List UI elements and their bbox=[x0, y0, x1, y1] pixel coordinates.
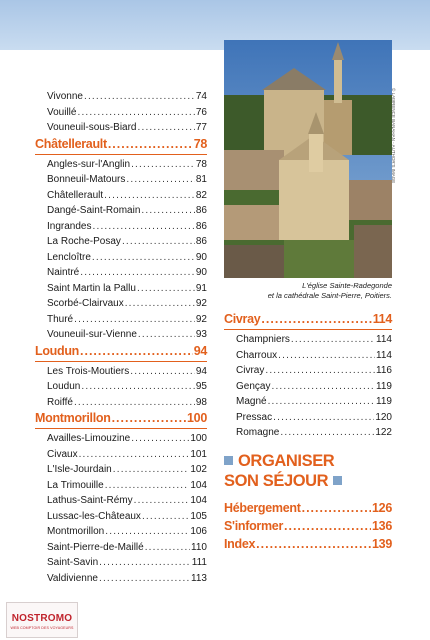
toc-entry-name: Ingrandes bbox=[47, 220, 92, 232]
dot-leader bbox=[278, 348, 375, 364]
toc-entry-name: Vouneuil-sous-Biard bbox=[47, 122, 137, 133]
toc-page-number: 113 bbox=[191, 572, 207, 584]
toc-page-number: 92 bbox=[195, 313, 207, 325]
toc-page-number: 86 bbox=[195, 205, 207, 216]
toc-page-number: 106 bbox=[190, 526, 207, 537]
toc-entry-name: Montmorillon bbox=[35, 411, 111, 425]
toc-entry-name: Romagne bbox=[236, 427, 280, 438]
toc-entry[interactable] bbox=[224, 332, 392, 348]
dot-leader bbox=[126, 172, 195, 188]
toc-entry-name: Champniers bbox=[236, 334, 290, 345]
toc-entry-name: Dangé-Saint-Romain bbox=[47, 205, 141, 216]
dot-leader bbox=[99, 555, 191, 571]
organiser-link-page: 139 bbox=[372, 537, 392, 551]
toc-entry-name: Vouillé bbox=[47, 106, 77, 118]
dot-leader bbox=[122, 234, 195, 250]
organiser-link-page: 126 bbox=[372, 501, 392, 515]
toc-entry-name: Vivonne bbox=[47, 91, 83, 102]
toc-entry[interactable] bbox=[35, 281, 207, 297]
toc-entry-name: Loudun bbox=[35, 343, 80, 358]
organiser-link[interactable] bbox=[224, 535, 392, 553]
dot-leader bbox=[284, 517, 371, 535]
dot-leader bbox=[84, 89, 195, 105]
toc-page-number: 119 bbox=[376, 380, 392, 392]
photo-credit: © LAWRENCE BANAHAN - AUTHOR'S IMAGE bbox=[391, 88, 396, 184]
toc-entry-name: Naintré bbox=[47, 267, 80, 278]
dot-leader bbox=[105, 524, 189, 540]
toc-section-heading[interactable] bbox=[224, 311, 392, 328]
toc-page-number: 114 bbox=[376, 334, 392, 345]
toc-page-number: 110 bbox=[191, 541, 207, 553]
caption-line-1: L'église Sainte-Radegonde bbox=[302, 281, 392, 290]
toc-entry[interactable] bbox=[35, 395, 207, 411]
toc-right-column bbox=[224, 311, 392, 441]
toc-page-number: 102 bbox=[190, 464, 207, 475]
toc-entry-name: Les Trois-Moutiers bbox=[47, 365, 130, 377]
toc-page-number: 122 bbox=[375, 427, 392, 438]
toc-entry-name: Angles-sur-l'Anglin bbox=[47, 158, 131, 170]
organiser-link[interactable] bbox=[224, 499, 392, 517]
toc-entry-name: Saint Martin la Pallu bbox=[47, 282, 136, 294]
toc-entry[interactable] bbox=[35, 188, 207, 204]
organiser-link-page: 136 bbox=[372, 519, 392, 533]
toc-entry[interactable] bbox=[35, 555, 207, 571]
toc-entry[interactable] bbox=[224, 348, 392, 364]
dot-leader bbox=[99, 571, 190, 587]
dot-leader bbox=[138, 327, 195, 343]
toc-entry-name: Civray bbox=[224, 312, 261, 326]
toc-page-number: 76 bbox=[195, 106, 207, 118]
square-bullet-icon bbox=[224, 456, 233, 465]
toc-entry[interactable] bbox=[224, 425, 392, 441]
toc-page-number: 81 bbox=[195, 174, 207, 185]
toc-page-number: 74 bbox=[195, 91, 207, 102]
toc-section-heading[interactable] bbox=[35, 343, 207, 360]
organiser-link-name: S'informer bbox=[224, 519, 284, 533]
dot-leader bbox=[291, 332, 375, 348]
logo-tagline: WEB COMPTOIR DES VOYAGEURS bbox=[10, 626, 74, 630]
toc-entry[interactable] bbox=[35, 478, 207, 494]
toc-entry-name: Gençay bbox=[236, 380, 271, 392]
toc-entry[interactable] bbox=[35, 89, 207, 105]
toc-page-number: 93 bbox=[195, 329, 207, 340]
photo-caption bbox=[224, 281, 392, 301]
section-rule bbox=[35, 361, 207, 362]
dot-leader bbox=[92, 219, 194, 235]
dot-leader bbox=[141, 203, 194, 219]
dot-leader bbox=[271, 379, 375, 395]
toc-entry[interactable] bbox=[35, 509, 207, 525]
organiser-line-1: ORGANISER bbox=[238, 452, 335, 470]
toc-page-number: 94 bbox=[193, 343, 207, 358]
dot-leader bbox=[142, 509, 189, 525]
toc-entry[interactable] bbox=[35, 265, 207, 281]
nostromo-logo bbox=[6, 602, 78, 638]
toc-entry[interactable] bbox=[35, 462, 207, 478]
toc-entry-name: Pressac bbox=[236, 411, 273, 423]
toc-page-number: 78 bbox=[195, 158, 207, 170]
toc-page-number: 86 bbox=[195, 236, 207, 247]
dot-leader bbox=[256, 535, 371, 553]
toc-entry-name: Civray bbox=[236, 365, 265, 376]
toc-page-number: 90 bbox=[195, 267, 207, 278]
dot-leader bbox=[131, 431, 189, 447]
dot-leader bbox=[74, 312, 195, 328]
dot-leader bbox=[104, 188, 195, 204]
toc-page-number: 77 bbox=[195, 122, 207, 133]
toc-entry-name: Valdivienne bbox=[47, 572, 98, 584]
dot-leader bbox=[74, 395, 195, 411]
toc-entry[interactable] bbox=[35, 312, 207, 328]
toc-page-number: 91 bbox=[195, 282, 207, 294]
toc-entry[interactable] bbox=[35, 571, 207, 587]
toc-page-number: 86 bbox=[195, 220, 207, 232]
dot-leader bbox=[80, 343, 193, 360]
toc-page-number: 78 bbox=[193, 136, 207, 151]
toc-entry-name: Saint-Savin bbox=[47, 557, 99, 568]
dot-leader bbox=[108, 136, 193, 153]
toc-entry[interactable] bbox=[35, 157, 207, 173]
toc-entry[interactable] bbox=[35, 219, 207, 235]
square-bullet-icon bbox=[333, 476, 342, 485]
toc-entry-name: Civaux bbox=[47, 448, 78, 460]
dot-leader bbox=[125, 296, 195, 312]
logo-brand: NOSTROMO bbox=[11, 613, 73, 624]
toc-left-column bbox=[35, 89, 207, 586]
organiser-line-2: SON SÉJOUR bbox=[224, 472, 329, 490]
toc-page-number: 95 bbox=[195, 381, 207, 392]
toc-page-number: 111 bbox=[191, 557, 207, 568]
toc-entry[interactable] bbox=[35, 540, 207, 556]
dot-leader bbox=[81, 379, 195, 395]
toc-entry[interactable] bbox=[35, 524, 207, 540]
toc-entry[interactable] bbox=[224, 363, 392, 379]
toc-entry[interactable] bbox=[35, 493, 207, 509]
toc-entry-name: Availles-Limouzine bbox=[47, 433, 131, 444]
toc-entry-name: Lencloître bbox=[47, 251, 91, 263]
toc-entry[interactable] bbox=[35, 172, 207, 188]
toc-entry-name: Scorbé-Clairvaux bbox=[47, 298, 124, 309]
toc-entry[interactable] bbox=[35, 447, 207, 463]
toc-page-number: 94 bbox=[195, 365, 207, 377]
toc-entry[interactable] bbox=[35, 379, 207, 395]
dot-leader bbox=[131, 157, 195, 173]
dot-leader bbox=[112, 410, 186, 427]
dot-leader bbox=[130, 364, 195, 380]
toc-page-number: 104 bbox=[190, 479, 207, 491]
toc-entry-name: Châtellerault bbox=[47, 189, 104, 201]
toc-entry[interactable] bbox=[35, 250, 207, 266]
toc-entry-name: Lussac-les-Châteaux bbox=[47, 510, 141, 522]
toc-page-number: 114 bbox=[376, 349, 392, 361]
dot-leader bbox=[92, 250, 195, 266]
organiser-links bbox=[224, 499, 392, 553]
dot-leader bbox=[268, 394, 375, 410]
toc-entry[interactable] bbox=[35, 234, 207, 250]
toc-page-number: 100 bbox=[190, 433, 207, 444]
toc-entry[interactable] bbox=[35, 296, 207, 312]
toc-entry-name: Châtellerault bbox=[35, 136, 107, 151]
toc-entry[interactable] bbox=[35, 327, 207, 343]
toc-entry-name: Bonneuil-Matours bbox=[47, 174, 126, 185]
toc-page-number: 114 bbox=[372, 312, 392, 326]
toc-page-number: 120 bbox=[375, 411, 392, 423]
toc-entry[interactable] bbox=[35, 120, 207, 136]
organiser-link[interactable] bbox=[224, 517, 392, 535]
dot-leader bbox=[265, 363, 375, 379]
dot-leader bbox=[137, 281, 195, 297]
toc-entry[interactable] bbox=[35, 364, 207, 380]
toc-entry[interactable] bbox=[224, 394, 392, 410]
toc-page-number: 119 bbox=[376, 396, 392, 407]
toc-entry-name: L'Isle-Jourdain bbox=[47, 464, 112, 475]
toc-entry-name: Charroux bbox=[236, 349, 278, 361]
dot-leader bbox=[280, 425, 374, 441]
dot-leader bbox=[80, 265, 195, 281]
section-rule bbox=[35, 428, 207, 429]
toc-entry-name: Montmorillon bbox=[47, 526, 105, 537]
section-rule bbox=[224, 329, 392, 330]
dot-leader bbox=[273, 410, 374, 426]
caption-line-2: et la cathédrale Saint-Pierre, Poitiers. bbox=[267, 291, 392, 300]
toc-page-number: 116 bbox=[376, 365, 392, 376]
toc-page-number: 92 bbox=[195, 298, 207, 309]
organiser-link-name: Hébergement bbox=[224, 501, 301, 515]
toc-page-number: 90 bbox=[195, 251, 207, 263]
organiser-heading bbox=[224, 451, 392, 491]
dot-leader bbox=[138, 120, 195, 136]
toc-page-number: 82 bbox=[195, 189, 207, 201]
toc-entry-name: La Trimouille bbox=[47, 479, 104, 491]
toc-entry-name: Magné bbox=[236, 396, 267, 407]
cathedral-photo bbox=[224, 40, 392, 278]
toc-entry[interactable] bbox=[35, 105, 207, 121]
toc-entry-name: Thuré bbox=[47, 313, 74, 325]
toc-entry-name: Lathus-Saint-Rémy bbox=[47, 495, 133, 506]
section-rule bbox=[35, 154, 207, 155]
dot-leader bbox=[302, 499, 371, 517]
toc-entry-name: Saint-Pierre-de-Maillé bbox=[47, 541, 144, 553]
toc-entry-name: Loudun bbox=[47, 381, 81, 392]
toc-entry-name: Vouneuil-sur-Vienne bbox=[47, 329, 137, 340]
organiser-link-name: Index bbox=[224, 537, 256, 551]
toc-section-heading[interactable] bbox=[35, 410, 207, 427]
dot-leader bbox=[105, 478, 190, 494]
toc-entry[interactable] bbox=[35, 431, 207, 447]
toc-entry[interactable] bbox=[224, 410, 392, 426]
toc-entry-name: La Roche-Posay bbox=[47, 236, 121, 247]
dot-leader bbox=[145, 540, 190, 556]
toc-entry-name: Roiffé bbox=[47, 396, 73, 408]
toc-page-number: 101 bbox=[190, 448, 207, 460]
toc-page-number: 98 bbox=[195, 396, 207, 408]
toc-section-heading[interactable] bbox=[35, 136, 207, 153]
toc-page-number: 104 bbox=[190, 495, 207, 506]
toc-entry[interactable] bbox=[224, 379, 392, 395]
toc-page-number: 105 bbox=[190, 510, 207, 522]
dot-leader bbox=[79, 447, 190, 463]
dot-leader bbox=[134, 493, 190, 509]
toc-page-number: 100 bbox=[187, 411, 207, 425]
dot-leader bbox=[261, 311, 371, 328]
dot-leader bbox=[77, 105, 194, 121]
toc-entry[interactable] bbox=[35, 203, 207, 219]
dot-leader bbox=[113, 462, 190, 478]
